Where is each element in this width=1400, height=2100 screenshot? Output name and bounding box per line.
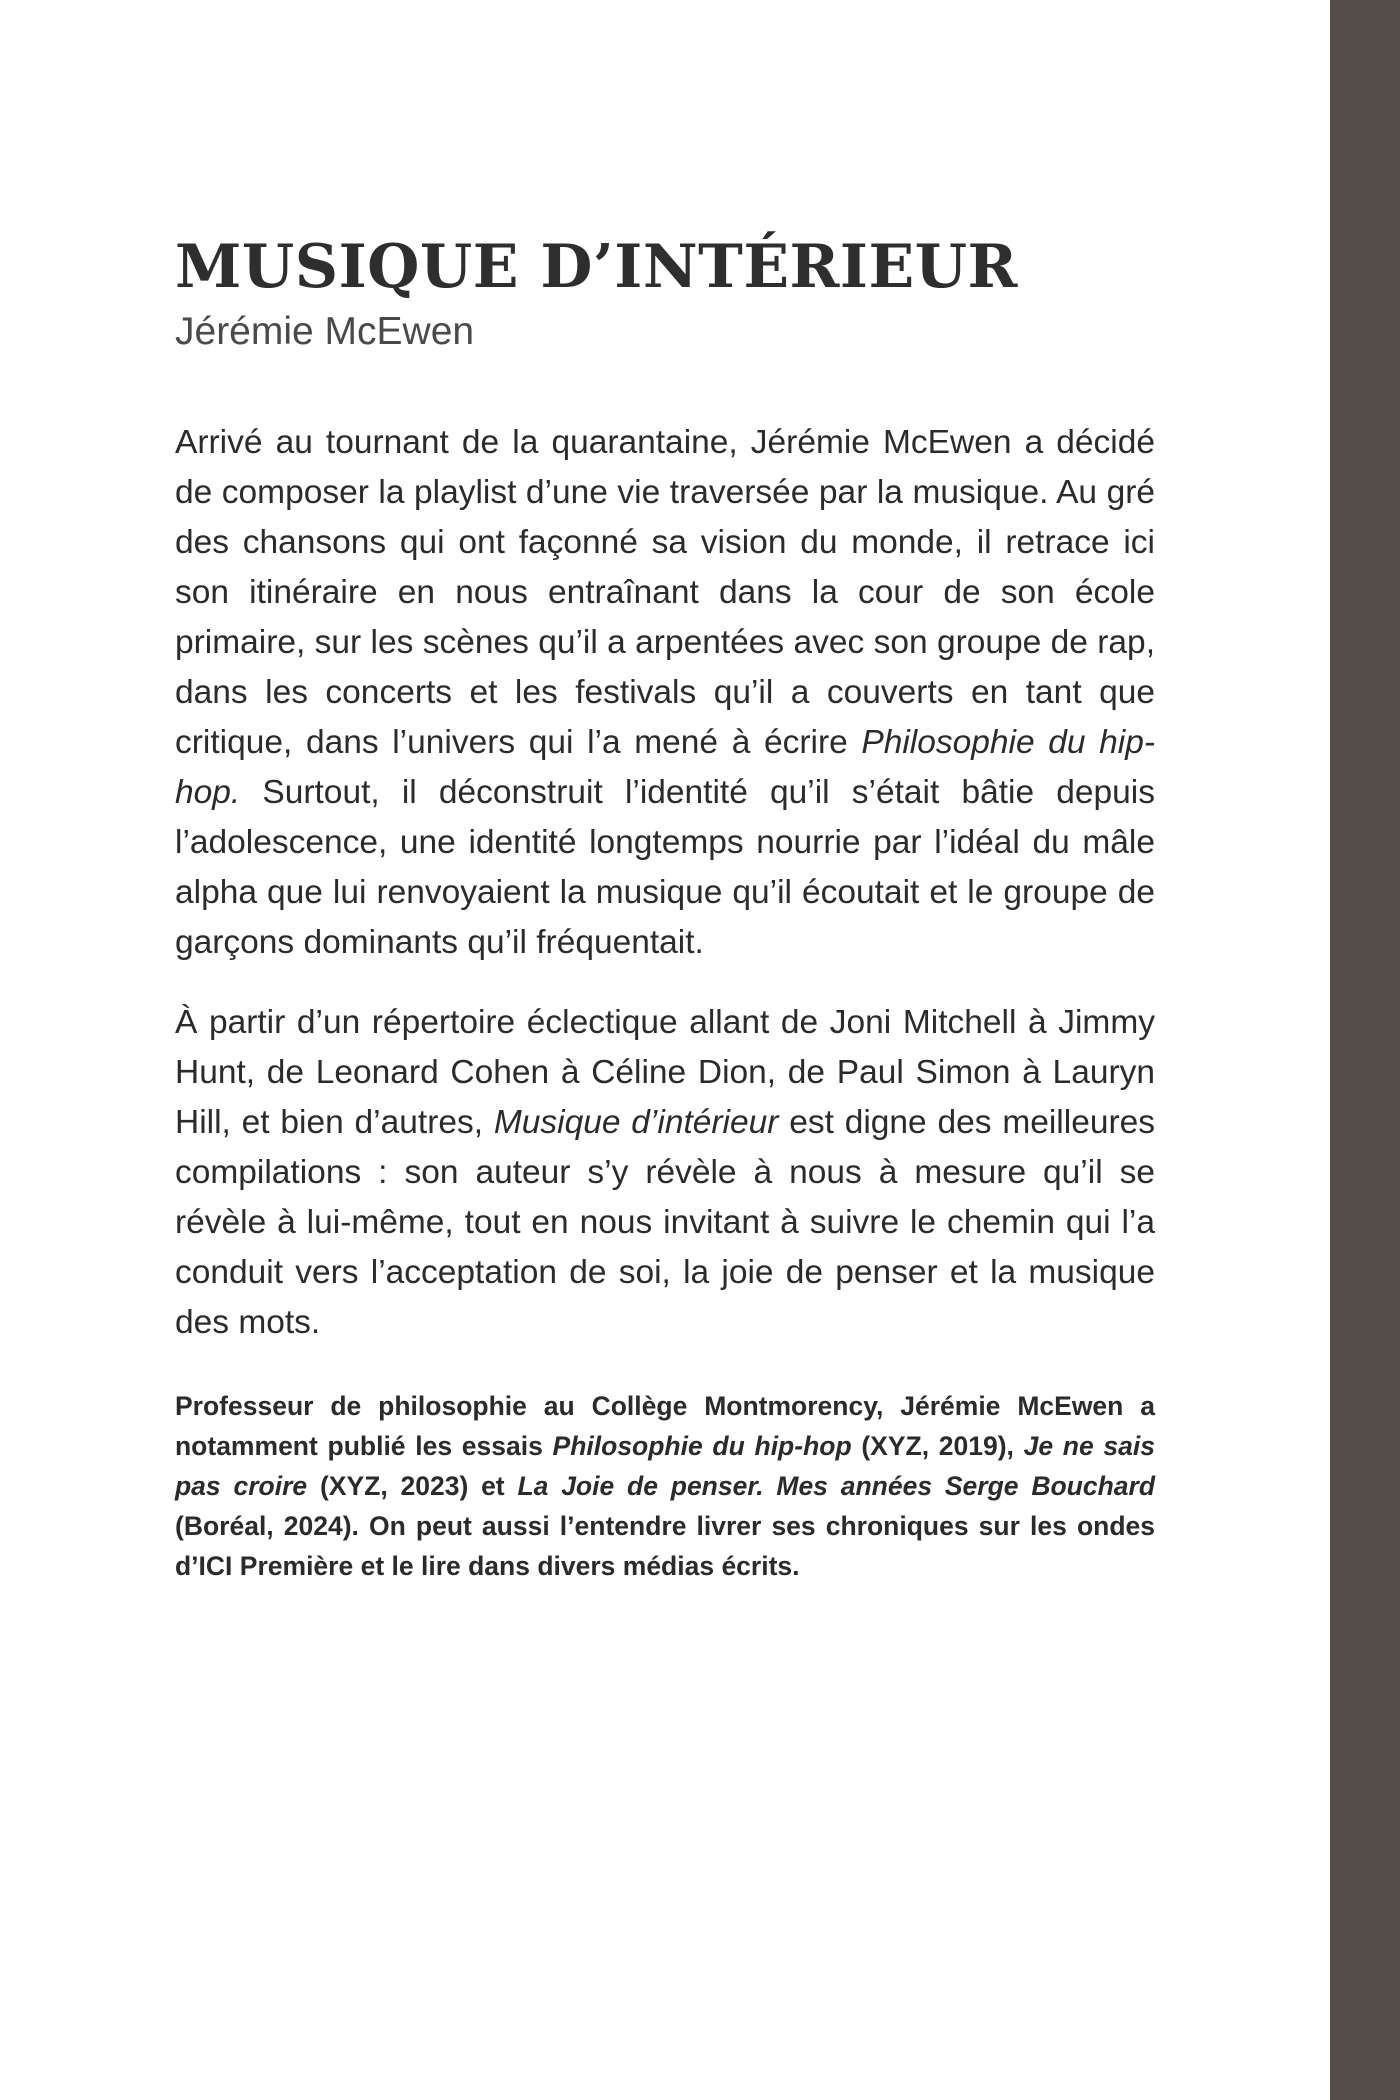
book-author: Jérémie McEwen [175, 310, 475, 353]
back-cover-content [175, 232, 1155, 1586]
summary-2-text-a: À partir d’un répertoire éclectique allant de Joni Mitchell à Jimmy Hunt, de Leonard Cohen à Céline Dion, de Paul Simon à Lauryn Hill, et bien d’autres, [175, 1004, 1155, 1141]
bio-italic-title-2: Je ne sais pas croire [175, 1431, 1156, 1501]
bio-text-a: Professeur de philosophie au Collège Montmorency, Jérémie McEwen a notamment publié les essais [175, 1391, 1155, 1461]
bio-italic-title-1: Philosophie du hip-hop [552, 1431, 852, 1461]
summary-2-italic-title: Musique d’intérieur [493, 1104, 779, 1141]
summary-1-italic-title: Philosophie du hip-hop. [175, 724, 1155, 811]
book-title: MUSIQUE D’INTÉRIEUR [175, 232, 1018, 302]
summary-paragraph-2 [175, 998, 1155, 1348]
bio-italic-title-3: La Joie de penser. Mes années Serge Bouchard [517, 1471, 1156, 1501]
summary-1-text-a: Arrivé au tournant de la quarantaine, Jérémie McEwen a décidé de composer la playlist d’une vie traversée par la musique. Au gré des chansons qui ont façonné sa vision du monde, il retrace ici son itinéraire en nous entraînant dans la cour de son école primaire, sur les scènes qu’il a arpentées avec son groupe de rap, dans les concerts et les festivals qu’il a couverts en tant que critique, dans l’univers qui l’a mené à écrire [175, 424, 1155, 761]
spine-bar [1330, 0, 1400, 2100]
bio-text-c: (XYZ, 2023) et [307, 1471, 518, 1501]
summary-paragraph-1 [175, 418, 1155, 968]
bio-text-d: (Boréal, 2024). On peut aussi l’entendre livrer ses chroniques sur les ondes d’ICI Première et le lire dans divers médias écrits. [175, 1511, 1155, 1581]
summary-1-text-b: Surtout, il déconstruit l’identité qu’il s’était bâtie depuis l’adolescence, une identité longtemps nourrie par l’idéal du mâle alpha que lui renvoyaient la musique qu’il écoutait et le groupe de garçons dominants qu’il fréquentait. [175, 774, 1155, 961]
author-bio [175, 1386, 1155, 1586]
summary-2-text-b: est digne des meilleures compilations : son auteur s’y révèle à nous à mesure qu’il se révèle à lui-même, tout en nous invitant à suivre le chemin qui l’a conduit vers l’acceptation de soi, la joie de penser et la musique des mots. [175, 1104, 1155, 1341]
bio-text-b: (XYZ, 2019), [851, 1431, 1024, 1461]
